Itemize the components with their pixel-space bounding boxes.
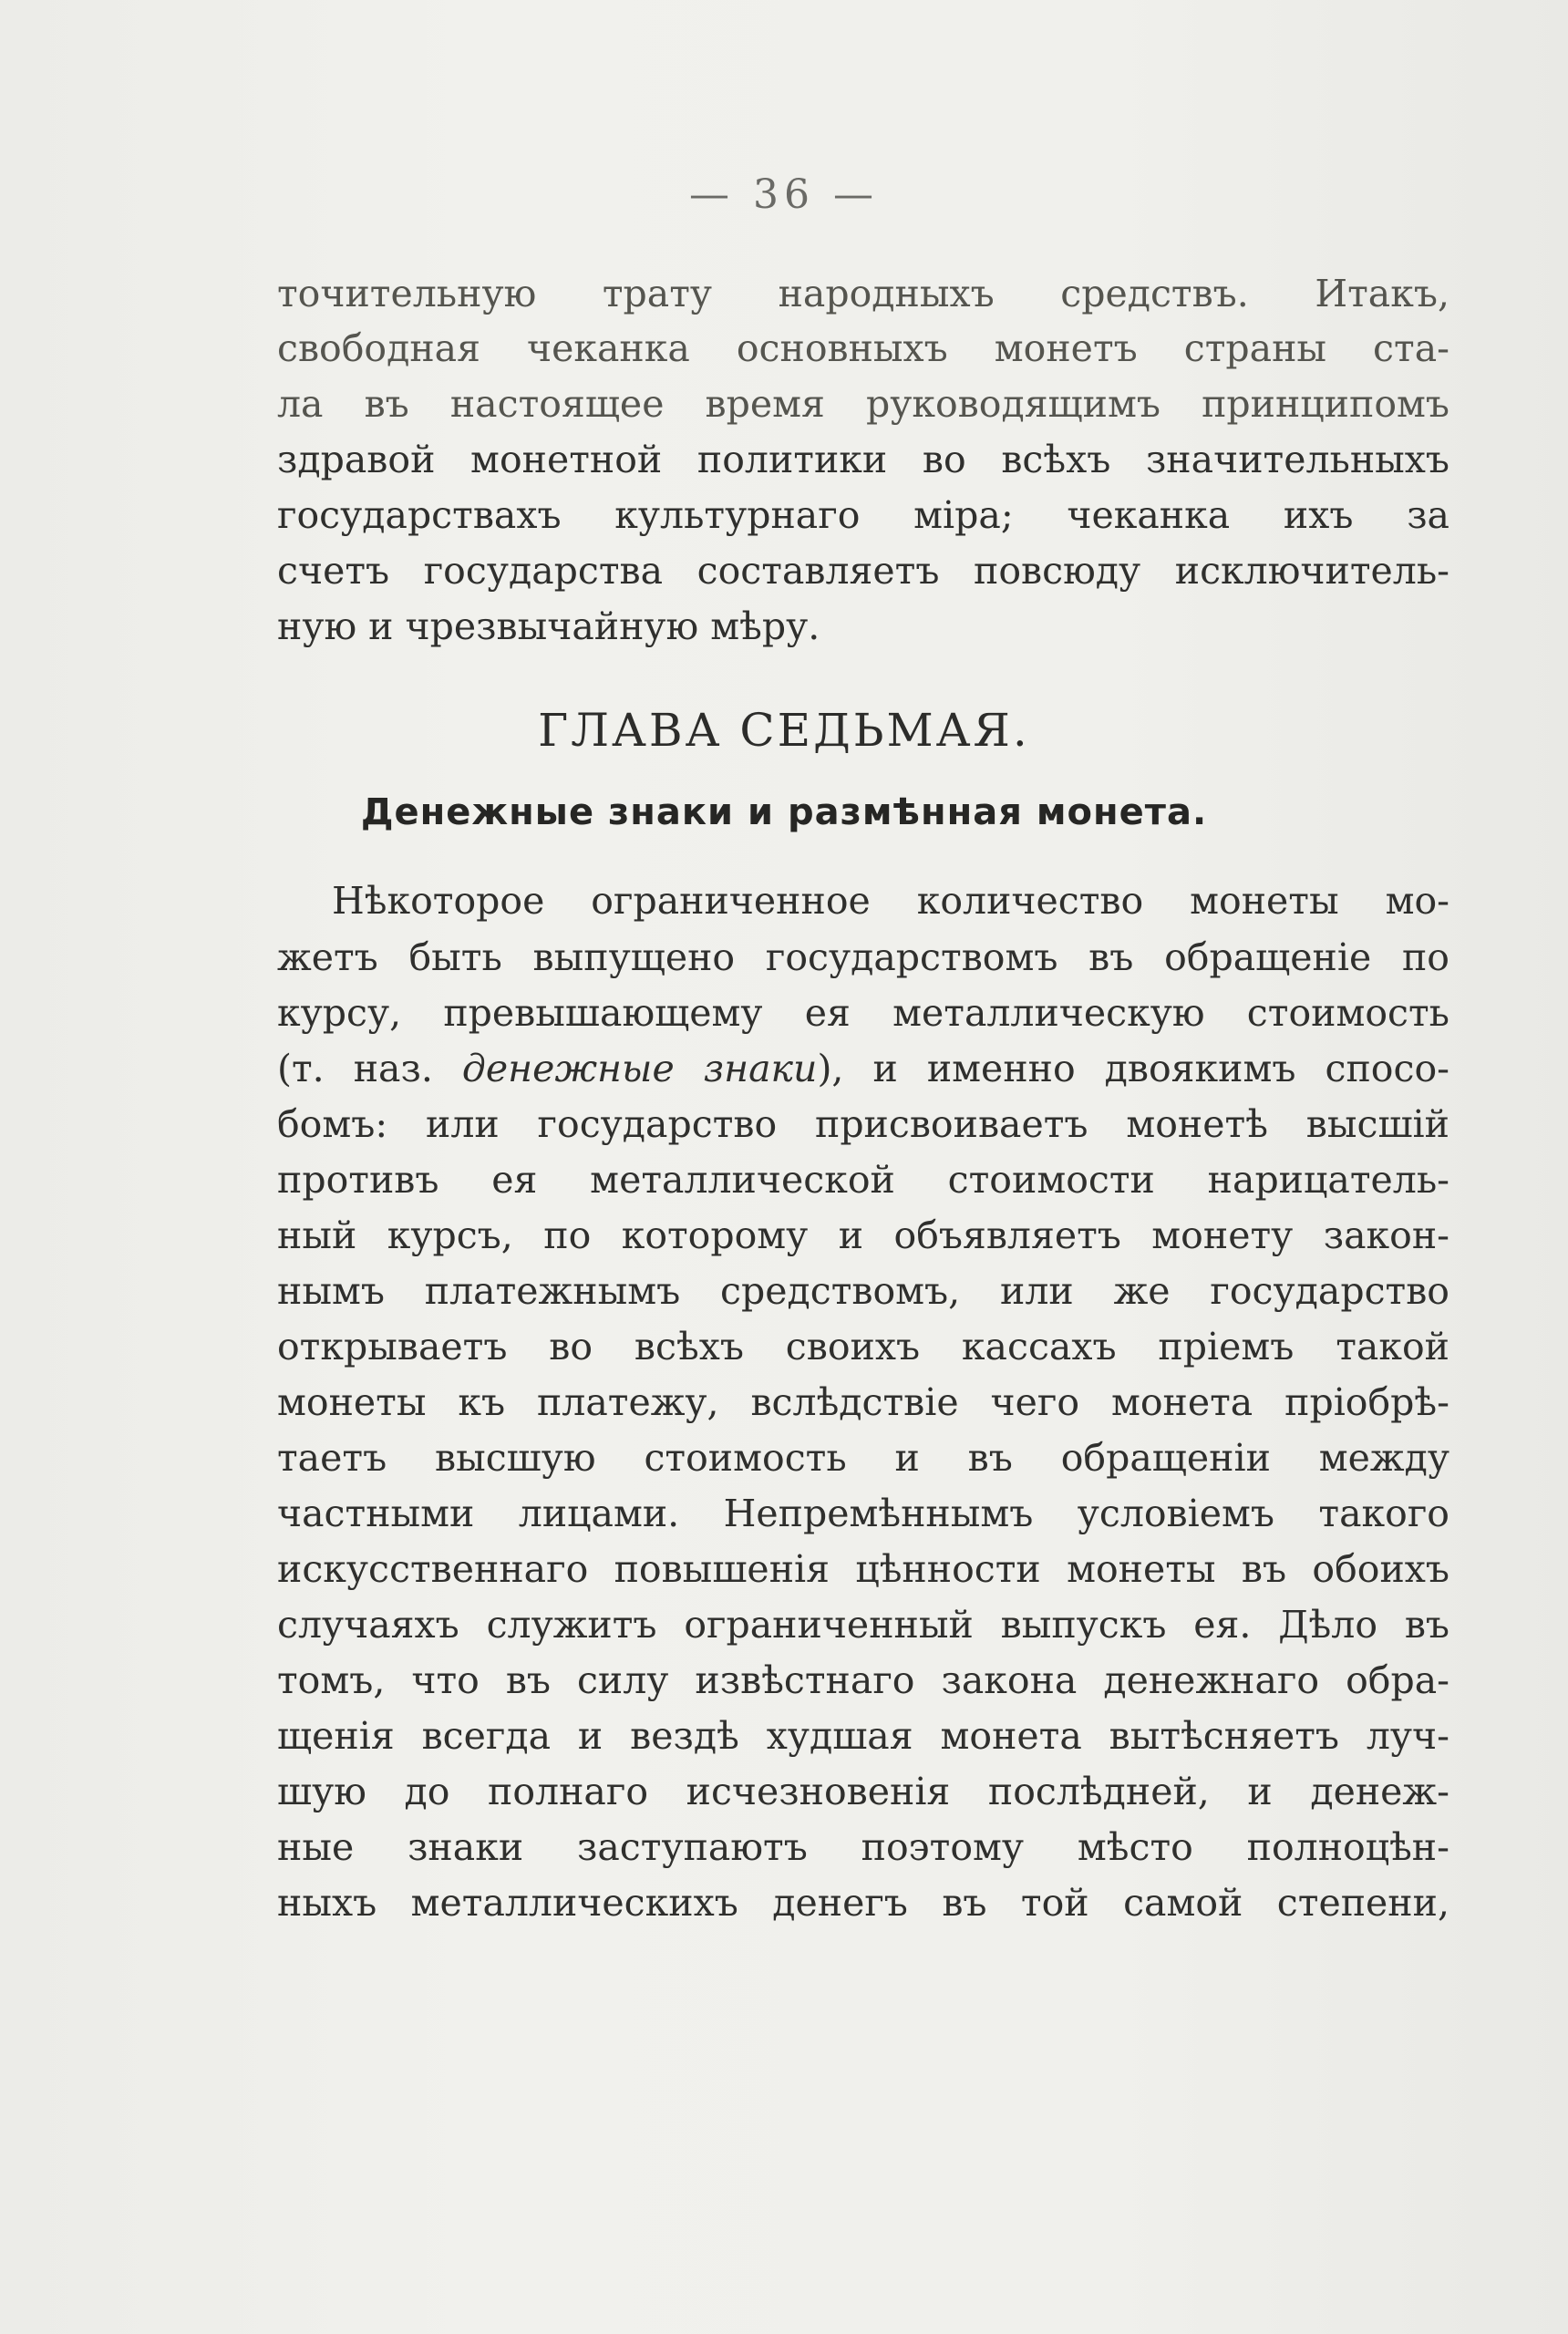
text-line: здравой монетной политики во всѣхъ значительныхъ [277,438,1449,481]
text-line: случаяхъ служитъ ограниченный выпускъ ея. Дѣло въ [277,1603,1449,1647]
text-line: ные знаки заступаютъ поэтому мѣсто полноцѣн- [277,1825,1449,1869]
text-line: жетъ быть выпущено государствомъ въ обращеніе по [277,935,1449,979]
text-line: ныхъ металлическихъ денегъ въ той самой степени, [277,1881,1449,1925]
text-line: точительную трату народныхъ средствъ. Итакъ, [277,272,1449,315]
text-segment: (т. наз. [277,1047,462,1090]
text-line: противъ ея металлической стоимости нарицатель- [277,1158,1449,1202]
text-line: свободная чеканка основныхъ монетъ страны ста- [277,326,1449,370]
text-line-with-emphasis [277,1041,1449,1096]
text-line: шую до полнаго исчезновенія послѣдней, и денеж- [277,1770,1449,1813]
text-line: ную и чрезвычайную мѣру. [277,604,820,648]
text-segment: ), и именно двоякимъ спосо- [817,1047,1449,1090]
text-line: бомъ: или государство присвоиваетъ монетѣ высшій [277,1102,1449,1146]
text-line: Нѣкоторое ограниченное количество монеты мо- [332,879,1449,923]
emphasized-term: денежные знаки [461,1047,818,1090]
text-line: монеты къ платежу, вслѣдствіе чего монета пріобрѣ- [277,1380,1449,1424]
text-line: ный курсъ, по которому и объявляетъ монету закон- [277,1213,1449,1257]
text-line: открываетъ во всѣхъ своихъ кассахъ пріемъ такой [277,1325,1449,1368]
section-title: Денежные знаки и размѣнная монета. [360,791,1208,833]
text-line: искусственнаго повышенія цѣнности монеты въ обоихъ [277,1547,1449,1591]
text-line: щенія всегда и вездѣ худшая монета вытѣсняетъ луч- [277,1714,1449,1758]
page-number: — 36 — [689,171,879,218]
text-line: государствахъ культурнаго міра; чеканка ихъ за [277,493,1449,537]
text-line: счетъ государства составляетъ повсюду исключитель- [277,549,1449,593]
text-line: таетъ высшую стоимость и въ обращеніи между [277,1436,1449,1480]
text-line: нымъ платежнымъ средствомъ, или же государство [277,1269,1449,1313]
text-line: курсу, превышающему ея металлическую стоимость [277,991,1449,1035]
text-line: ла въ настоящее время руководящимъ принципомъ [277,382,1449,426]
text-line: томъ, что въ силу извѣстнаго закона денежнаго обра- [277,1658,1449,1702]
text-line: частными лицами. Непремѣннымъ условіемъ такого [277,1492,1449,1535]
chapter-title: ГЛАВА СЕДЬМАЯ. [538,704,1030,757]
